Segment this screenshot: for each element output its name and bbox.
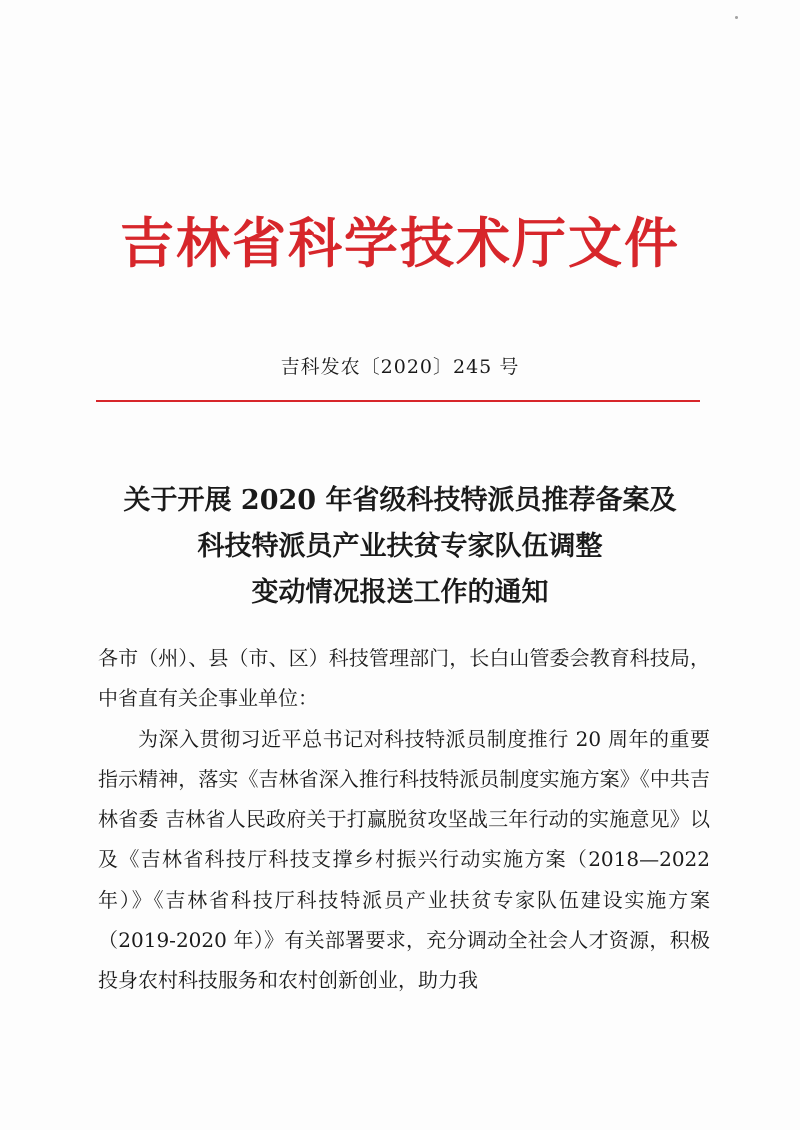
notice-title-line-2: 科技特派员产业扶贫专家队伍调整 xyxy=(197,531,603,562)
salutation: 各市（州）、县（市、区）科技管理部门，长白山管委会教育科技局，中省直有关企事业单位： xyxy=(98,646,710,711)
scan-speck xyxy=(735,16,738,19)
document-header-title: 吉林省科学技术厅文件 xyxy=(120,212,680,275)
document-body xyxy=(98,638,710,1001)
notice-title-line-1: 关于开展 2020 年省级科技特派员推荐备案及 xyxy=(123,485,677,516)
red-divider-line xyxy=(96,400,700,402)
notice-title xyxy=(60,478,740,616)
body-paragraph-1: 为深入贯彻习近平总书记对科技特派员制度推行 20 周年的重要指示精神，落实《吉林省深入推行科技特派员制度实施方案》《中共吉林省委 吉林省人民政府关于打赢脱贫攻坚战三年行动的实施意见》以及《吉林省科技厅科技支撑乡村振兴行动实施方案（2018—2022 年）》《吉林省科技厅科技特派员产业扶贫专家队伍建设实施方案（2019-2020 年）》有关部署要求，充分调动全社会人才资源，积极投身农村科技服务和农村创新创业，助力我 xyxy=(98,726,710,993)
document-number: 吉科发农〔2020〕245 号 xyxy=(280,356,520,378)
notice-title-line-3: 变动情况报送工作的通知 xyxy=(251,577,549,608)
